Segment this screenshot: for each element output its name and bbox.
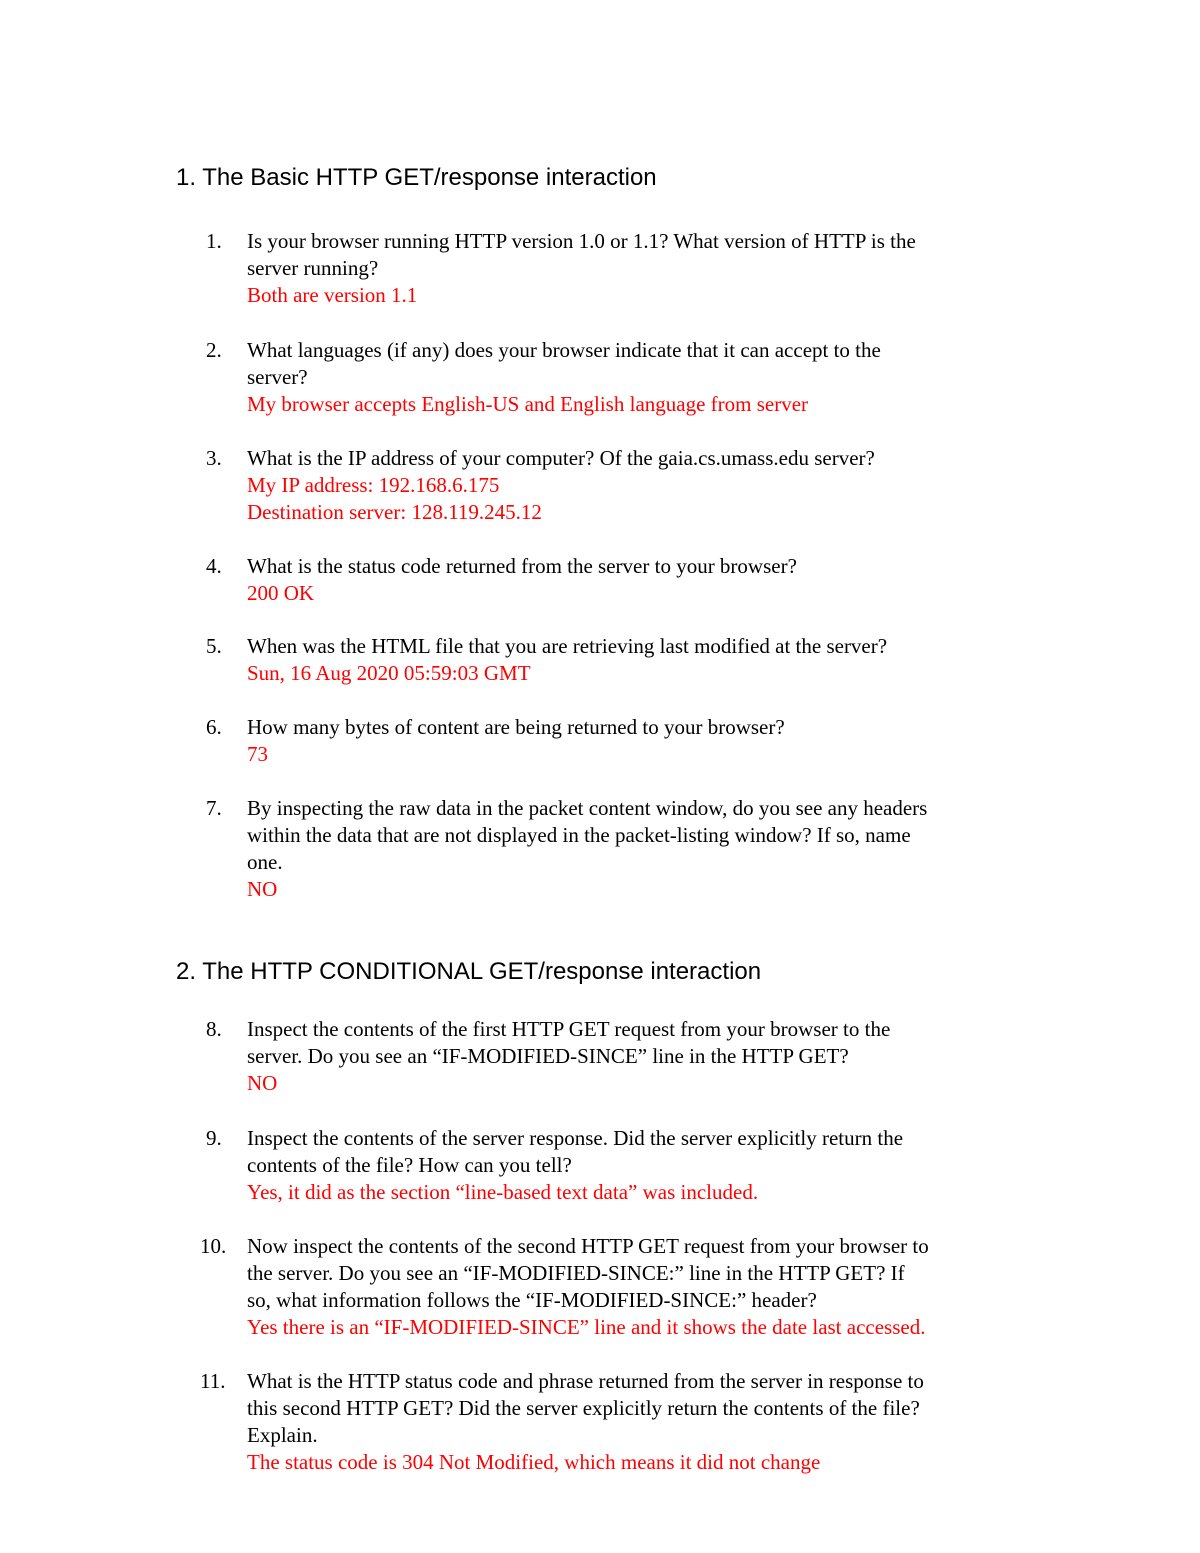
question-item-7: [206, 795, 1026, 903]
question-text: What is the status code returned from the server to your browser?: [247, 554, 797, 578]
question-number: 2.: [206, 338, 222, 362]
question-text: What languages (if any) does your browser indicate that it can accept to the: [247, 338, 881, 362]
question-text: this second HTTP GET? Did the server explicitly return the contents of the file?: [247, 1396, 920, 1420]
answer-text: NO: [247, 1071, 278, 1095]
question-item-4: [206, 553, 1026, 607]
question-number: 4.: [206, 554, 222, 578]
question-text: By inspecting the raw data in the packet content window, do you see any headers: [247, 796, 928, 820]
question-number: 11.: [200, 1369, 226, 1393]
answer-text: My browser accepts English-US and English language from server: [247, 392, 809, 416]
answer-text: Yes, it did as the section “line-based text data” was included.: [247, 1180, 759, 1204]
answer-text: Both are version 1.1: [247, 283, 418, 307]
question-text: contents of the file? How can you tell?: [247, 1153, 572, 1177]
section-1-heading: 1. The Basic HTTP GET/response interaction: [176, 164, 657, 191]
question-text: What is the HTTP status code and phrase returned from the server in response to: [247, 1369, 924, 1393]
answer-text: NO: [247, 877, 278, 901]
answer-text: My IP address: 192.168.6.175: [247, 473, 500, 497]
question-text: How many bytes of content are being returned to your browser?: [247, 715, 785, 739]
question-number: 10.: [200, 1234, 227, 1258]
question-number: 1.: [206, 229, 222, 253]
question-item-10: [200, 1233, 1026, 1341]
question-text: within the data that are not displayed in the packet-listing window? If so, name: [247, 823, 911, 847]
question-number: 3.: [206, 446, 222, 470]
question-text: When was the HTML file that you are retrieving last modified at the server?: [247, 634, 888, 658]
answer-text: Yes there is an “IF-MODIFIED-SINCE” line and it shows the date last accessed.: [247, 1315, 926, 1339]
question-text: server?: [247, 365, 308, 389]
question-number: 8.: [206, 1017, 222, 1041]
question-text: Inspect the contents of the server response. Did the server explicitly return the: [247, 1126, 904, 1150]
question-item-9: [206, 1125, 1026, 1206]
section-2-heading: 2. The HTTP CONDITIONAL GET/response interaction: [176, 958, 762, 985]
question-text: Explain.: [247, 1423, 318, 1447]
question-number: 7.: [206, 796, 222, 820]
question-item-3: [206, 445, 1026, 526]
question-text: Is your browser running HTTP version 1.0 or 1.1? What version of HTTP is the: [247, 229, 916, 253]
answer-text: 200 OK: [247, 581, 315, 605]
question-text: one.: [247, 850, 283, 874]
question-text: server running?: [247, 256, 379, 280]
question-item-11: [200, 1368, 1026, 1476]
answer-text: Destination server: 128.119.245.12: [247, 500, 542, 524]
question-text: the server. Do you see an “IF-MODIFIED-SINCE:” line in the HTTP GET? If: [247, 1261, 905, 1285]
question-text: server. Do you see an “IF-MODIFIED-SINCE” line in the HTTP GET?: [247, 1044, 849, 1068]
question-item-6: [206, 714, 1026, 768]
question-number: 9.: [206, 1126, 222, 1150]
question-number: 6.: [206, 715, 222, 739]
answer-text: The status code is 304 Not Modified, which means it did not change: [247, 1450, 821, 1474]
question-number: 5.: [206, 634, 222, 658]
question-text: so, what information follows the “IF-MODIFIED-SINCE:” header?: [247, 1288, 817, 1312]
answer-text: Sun, 16 Aug 2020 05:59:03 GMT: [247, 661, 531, 685]
question-item-2: [206, 337, 1026, 418]
question-text: What is the IP address of your computer? Of the gaia.cs.umass.edu server?: [247, 446, 875, 470]
question-text: Now inspect the contents of the second HTTP GET request from your browser to: [247, 1234, 929, 1258]
answer-text: 73: [247, 742, 268, 766]
question-item-5: [206, 633, 1026, 687]
question-text: Inspect the contents of the first HTTP GET request from your browser to the: [247, 1017, 891, 1041]
question-item-8: [206, 1016, 1026, 1097]
question-item-1: [206, 228, 1026, 309]
